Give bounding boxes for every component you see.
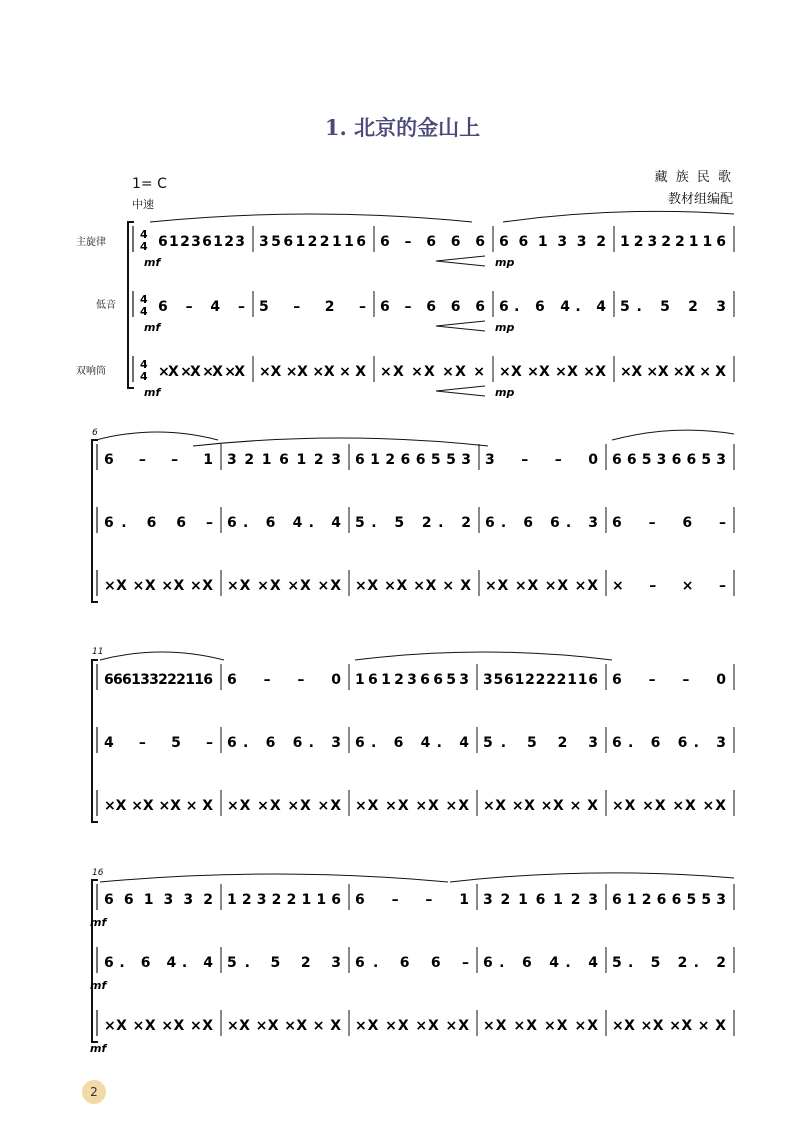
dynamic-marking: mf <box>144 321 161 334</box>
measure-notes: 6 – – 1 <box>104 452 213 468</box>
dynamic-marking: mp <box>495 386 515 399</box>
measure-notes: ×X ×X ×X ×X <box>104 578 213 594</box>
measure-notes: 6. 6 4. 4 <box>483 955 598 971</box>
measure-notes: ×X ×X ×X ×X <box>355 1018 469 1034</box>
measure-notes: ×X ×X ×X × X <box>355 578 471 594</box>
measure-notes: 5 – 2 – <box>259 299 366 315</box>
time-signature-top: 4 <box>140 228 148 241</box>
measure-notes: 5. 5 2 3 <box>483 735 598 751</box>
measure-notes: 3 2 1 6 1 2 3 <box>483 892 598 908</box>
measure-notes: ×X ×X ×X ×X <box>158 364 245 380</box>
phrase-slur <box>355 652 612 660</box>
measure-notes: 6 – 6 6 6 <box>380 299 485 315</box>
decrescendo-hairpin <box>436 386 485 396</box>
measure-notes: 1 2 3 2 2 1 1 6 <box>227 892 341 908</box>
measure-notes: 3 5 6 1 2 2 2 2 1 1 6 <box>483 672 598 688</box>
phrase-slur <box>100 874 448 882</box>
measure-notes: ×X ×X ×X × X <box>259 364 366 380</box>
page-title: 1. 北京的金山上 <box>324 115 481 140</box>
system-bracket <box>92 660 98 822</box>
arranger-credit: 教材组编配 <box>667 192 733 207</box>
measure-notes: 1 6 1 2 3 6 6 5 3 <box>355 672 469 688</box>
decrescendo-hairpin <box>436 256 485 266</box>
instrument-label-bass: 低音 <box>96 300 116 311</box>
measure-notes: 3 – – 0 <box>485 452 598 468</box>
measure-notes: 4 – 5 – <box>104 735 213 751</box>
measure-notes: 3 2 1 6 1 2 3 <box>227 452 341 468</box>
measure-notes: 6 – 6 – <box>612 515 726 531</box>
measure-notes: ×X ×X ×X × <box>380 364 485 380</box>
dynamic-marking: mf <box>90 1042 107 1055</box>
decrescendo-hairpin <box>436 321 485 331</box>
measure-notes: 6. 6 6 – <box>104 515 213 531</box>
dynamic-marking: mf <box>90 979 107 992</box>
measure-notes: 6. 6 6. 3 <box>485 515 598 531</box>
measure-notes: 5. 5 2 3 <box>620 299 726 315</box>
time-signature-bottom: 4 <box>140 370 148 383</box>
measure-notes: ×X ×X ×X ×X <box>104 1018 213 1034</box>
measure-notes: 1 2 3 2 2 1 1 6 <box>620 234 726 250</box>
time-signature-top: 4 <box>140 358 148 371</box>
measure-notes: 5. 5 2 3 <box>227 955 341 971</box>
measure-notes: 6. 6 4. 4 <box>104 955 213 971</box>
dynamic-marking: mf <box>144 256 161 269</box>
measure-notes: 6 1 2 3 6 1 2 3 <box>158 234 245 250</box>
measure-notes: 6 1 2 6 6 5 5 3 <box>612 892 726 908</box>
measure-number: 16 <box>92 868 104 878</box>
key-signature: 1= C <box>132 176 167 192</box>
measure-notes: 5. 5 2. 2 <box>355 515 471 531</box>
measure-number: 11 <box>92 647 104 657</box>
system-bracket <box>128 222 134 388</box>
measure-notes: ×X ×X ×X × X <box>227 1018 341 1034</box>
measure-notes: 6 – – 1 <box>355 892 469 908</box>
measure-notes: 6. 6 4. 4 <box>355 735 469 751</box>
time-signature-bottom: 4 <box>140 240 148 253</box>
measure-notes: 6 – – 0 <box>227 672 341 688</box>
measure-notes: ×X ×X ×X × X <box>104 798 213 814</box>
measure-notes: 6 – – 0 <box>612 672 726 688</box>
measure-notes: 6 6 6 1 3 3 2 2 2 1 1 6 <box>104 672 213 688</box>
phrase-slur <box>612 430 734 440</box>
dynamic-marking: mp <box>495 256 515 269</box>
measure-notes: 6. 6 4. 4 <box>227 515 341 531</box>
time-signature-top: 4 <box>140 293 148 306</box>
page-number: 2 <box>82 1080 106 1104</box>
instrument-label-melody: 主旋律 <box>76 237 106 248</box>
measure-notes: 6 – 4 – <box>158 299 245 315</box>
phrase-slur <box>450 873 734 882</box>
phrase-slur <box>100 652 224 660</box>
measure-notes: ×X ×X ×X ×X <box>612 798 726 814</box>
measure-notes: 6 6 1 3 3 2 <box>104 892 213 908</box>
measure-notes: ×X ×X ×X ×X <box>227 798 341 814</box>
measure-notes: ×X ×X ×X × X <box>612 1018 726 1034</box>
system-bracket <box>92 440 98 602</box>
phrase-slur <box>193 438 488 446</box>
measure-notes: 6 6 1 3 3 2 <box>499 234 606 250</box>
measure-notes: 6 6 5 3 6 6 5 3 <box>612 452 726 468</box>
phrase-slur <box>96 432 218 440</box>
dynamic-marking: mf <box>144 386 161 399</box>
measure-notes: 6. 6 6. 3 <box>612 735 726 751</box>
origin-credit: 藏 族 民 歌 <box>654 170 733 185</box>
measure-notes: ×X ×X ×X ×X <box>355 798 469 814</box>
measure-number: 6 <box>92 428 98 438</box>
measure-notes: ×X ×X ×X ×X <box>499 364 606 380</box>
measure-notes: ×X ×X ×X × X <box>483 798 598 814</box>
measure-notes: ×X ×X ×X ×X <box>227 578 341 594</box>
measure-notes: 6. 6 6 – <box>355 955 469 971</box>
tempo-marking: 中速 <box>132 198 154 211</box>
measure-notes: 6 1 2 6 6 5 5 3 <box>355 452 471 468</box>
phrase-slur <box>503 211 734 222</box>
measure-notes: 6 – 6 6 6 <box>380 234 485 250</box>
measure-notes: 5. 5 2. 2 <box>612 955 726 971</box>
dynamic-marking: mp <box>495 321 515 334</box>
instrument-label-percussion: 双响筒 <box>76 366 106 377</box>
measure-notes: ×X ×X ×X ×X <box>483 1018 598 1034</box>
time-signature-bottom: 4 <box>140 305 148 318</box>
measure-notes: ×X ×X ×X ×X <box>485 578 598 594</box>
measure-notes: ×X ×X ×X × X <box>620 364 726 380</box>
measure-notes: 6. 6 6. 3 <box>227 735 341 751</box>
measure-notes: × – × – <box>612 578 726 594</box>
dynamic-marking: mf <box>90 916 107 929</box>
phrase-slur <box>150 214 472 222</box>
measure-notes: 3 5 6 1 2 2 1 1 6 <box>259 234 366 250</box>
system-bracket <box>92 880 98 1042</box>
measure-notes: 6. 6 4. 4 <box>499 299 606 315</box>
